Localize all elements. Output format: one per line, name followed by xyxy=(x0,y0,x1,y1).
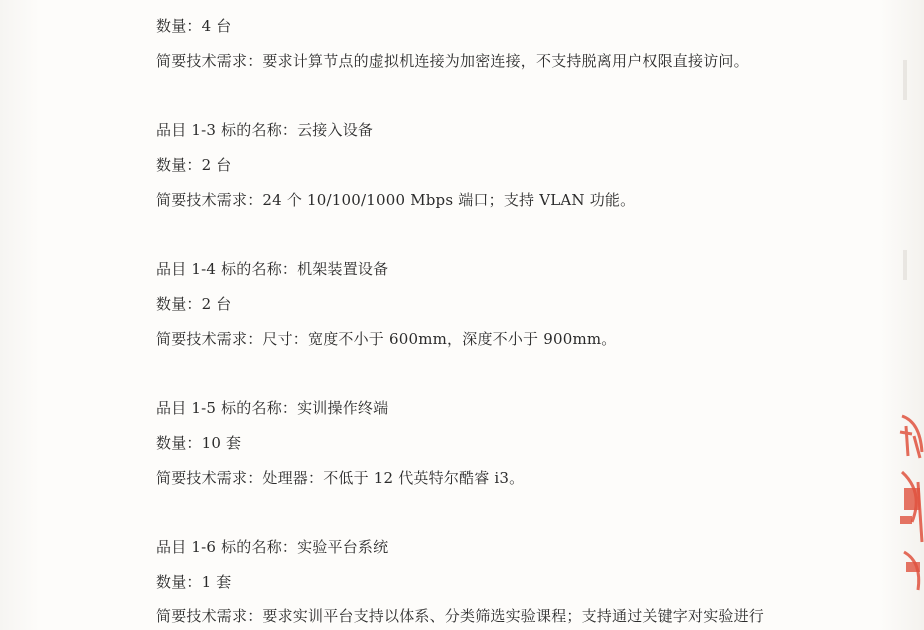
item-1-5-quantity: 数量：10 套 xyxy=(156,434,242,452)
item-1-6-title: 品目 1-6 标的名称：实验平台系统 xyxy=(156,538,389,556)
item-1-3-quantity: 数量：2 台 xyxy=(156,156,232,174)
item-1-5-title: 品目 1-5 标的名称：实训操作终端 xyxy=(156,399,389,417)
item-1-4-title: 品目 1-4 标的名称：机架装置设备 xyxy=(156,260,389,278)
seal-fragment-icon xyxy=(898,412,924,602)
item-1-2-requirement: 简要技术需求：要求计算节点的虚拟机连接为加密连接，不支持脱离用户权限直接访问。 xyxy=(156,52,749,70)
official-seal-stamp xyxy=(898,412,924,602)
item-1-6-requirement: 简要技术需求：要求实训平台支持以体系、分类筛选实验课程；支持通过关键字对实验进行 xyxy=(156,607,765,625)
scan-edge-mark xyxy=(903,250,907,280)
item-1-2-quantity: 数量：4 台 xyxy=(156,17,232,35)
item-1-3-requirement: 简要技术需求：24 个 10/100/1000 Mbps 端口；支持 VLAN 功能。 xyxy=(156,191,636,209)
item-1-3-title: 品目 1-3 标的名称：云接入设备 xyxy=(156,121,374,139)
item-1-4-quantity: 数量：2 台 xyxy=(156,295,232,313)
item-1-6-quantity: 数量：1 套 xyxy=(156,573,232,591)
scan-edge-mark xyxy=(903,60,907,100)
item-1-5-requirement: 简要技术需求：处理器：不低于 12 代英特尔酷睿 i3。 xyxy=(156,469,525,487)
item-1-4-requirement: 简要技术需求：尺寸：宽度不小于 600mm，深度不小于 900mm。 xyxy=(156,330,617,348)
